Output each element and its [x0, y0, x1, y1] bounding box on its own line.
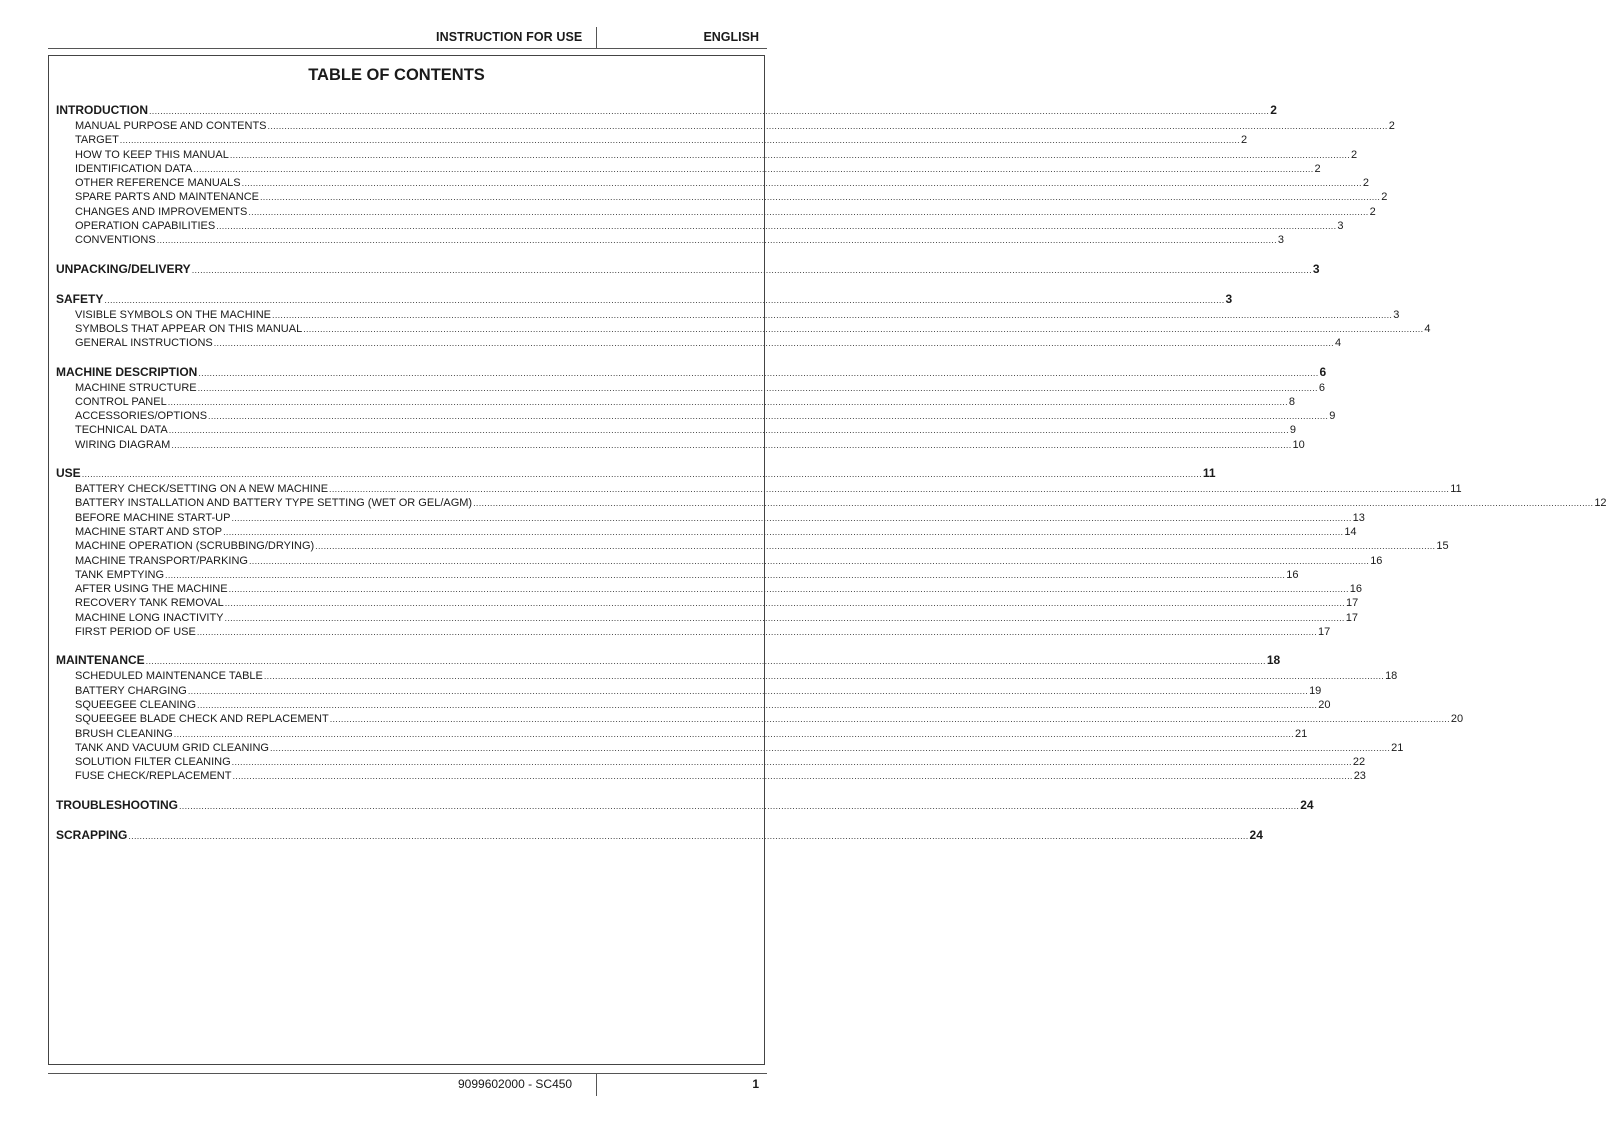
footer-page-number: 1: [752, 1077, 759, 1091]
toc-subentry-page: 4: [1334, 337, 1342, 350]
toc-subentry-label: AFTER USING THE MACHINE: [75, 583, 228, 596]
toc-subentry[interactable]: [56, 162, 1321, 176]
toc-subentry-label: SYMBOLS THAT APPEAR ON THIS MANUAL: [75, 322, 303, 335]
toc-section-entry-label: MACHINE DESCRIPTION: [56, 364, 198, 379]
toc-subentry-label: ACCESSORIES/OPTIONS: [75, 410, 208, 423]
toc-subentry[interactable]: [56, 423, 1297, 437]
toc-subentry-label: SPARE PARTS AND MAINTENANCE: [75, 191, 259, 204]
dot-leader: ................................................................................................................................................................................................................................................................................................................................................................................................................: [267, 121, 1388, 131]
toc-subentry-page: 2: [1351, 148, 1358, 161]
toc-section-entry-page: 24: [1249, 827, 1263, 842]
toc-section-entry-page: 2: [1270, 103, 1277, 117]
dot-leader: ................................................................................................................................................................................................................................................................................................................................................................................................................: [231, 757, 1352, 768]
toc-section: [56, 261, 1320, 278]
dot-leader: ................................................................................................................................................................................................................................................................................................................................................................................................................: [248, 555, 1370, 566]
toc-subentry-label: BATTERY CHARGING: [75, 684, 187, 697]
toc-section: [56, 364, 1336, 452]
dot-leader: ................................................................................................................................................................................................................................................................................................................................................................................................................: [179, 800, 1300, 811]
toc-subentry[interactable]: [56, 712, 1464, 726]
toc-subentry[interactable]: [56, 409, 1336, 423]
toc-section-entry-page: 11: [1202, 466, 1216, 481]
toc-subentry-label: MACHINE OPERATION (SCRUBBING/DRYING): [75, 540, 315, 553]
toc-section-entry-page: 6: [1319, 364, 1327, 379]
toc-subentry-page: 6: [1318, 381, 1325, 394]
toc-subentry-label: SOLUTION FILTER CLEANING: [75, 756, 231, 769]
toc-subentry-label: SQUEEGEE BLADE CHECK AND REPLACEMENT: [75, 713, 329, 726]
dot-leader: ................................................................................................................................................................................................................................................................................................................................................................................................................: [173, 728, 1294, 739]
dot-leader: ................................................................................................................................................................................................................................................................................................................................................................................................................: [248, 206, 1369, 217]
dot-leader: ................................................................................................................................................................................................................................................................................................................................................................................................................: [197, 699, 1318, 710]
toc-subentry-page: 21: [1295, 727, 1308, 740]
toc-section-entry[interactable]: [56, 466, 1216, 482]
toc-subentry-label: OPERATION CAPABILITIES: [75, 220, 216, 233]
dot-leader: ................................................................................................................................................................................................................................................................................................................................................................................................................: [329, 714, 1450, 725]
toc-subentry[interactable]: [56, 496, 1607, 510]
toc-subentry[interactable]: [56, 438, 1305, 452]
dot-leader: ................................................................................................................................................................................................................................................................................................................................................................................................................: [81, 469, 1202, 480]
toc-subentry[interactable]: [56, 582, 1363, 596]
toc-subentry-label: TARGET: [75, 134, 119, 147]
toc-subentry[interactable]: [56, 698, 1331, 712]
toc-subentry-label: OTHER REFERENCE MANUALS: [75, 177, 241, 190]
dot-leader: ................................................................................................................................................................................................................................................................................................................................................................................................................: [145, 656, 1266, 667]
toc-section: [56, 797, 1314, 814]
toc-subentry-page: 21: [1391, 741, 1404, 754]
footer-rule: [48, 1073, 767, 1074]
toc-subentry[interactable]: [56, 669, 1398, 683]
toc-subentry[interactable]: [56, 190, 1388, 204]
toc-subentry-label: MACHINE START AND STOP: [75, 525, 223, 538]
toc-section-entry-page: 3: [1225, 291, 1233, 306]
dot-leader: ................................................................................................................................................................................................................................................................................................................................................................................................................: [165, 569, 1286, 580]
toc-section: [56, 291, 1431, 351]
toc-subentry-page: 10: [1292, 438, 1305, 451]
dot-leader: ................................................................................................................................................................................................................................................................................................................................................................................................................: [241, 178, 1362, 189]
toc-subentry-label: MACHINE TRANSPORT/PARKING: [75, 554, 248, 567]
dot-leader: ................................................................................................................................................................................................................................................................................................................................................................................................................: [156, 235, 1277, 246]
dot-leader: ................................................................................................................................................................................................................................................................................................................................................................................................................: [329, 484, 1450, 495]
dot-leader: ................................................................................................................................................................................................................................................................................................................................................................................................................: [187, 685, 1309, 696]
dot-leader: ................................................................................................................................................................................................................................................................................................................................................................................................................: [231, 512, 1352, 523]
footer-divider: [596, 1074, 597, 1096]
toc-subentry-page: 19: [1309, 684, 1322, 697]
toc-subentry-label: VISIBLE SYMBOLS ON THE MACHINE: [75, 308, 272, 321]
toc-subentry-label: FUSE CHECK/REPLACEMENT: [75, 770, 232, 783]
toc-section-entry[interactable]: [56, 827, 1263, 844]
toc-section-entry-label: SAFETY: [56, 291, 104, 306]
dot-leader: ................................................................................................................................................................................................................................................................................................................................................................................................................: [193, 163, 1314, 174]
toc-subentry-page: 2: [1314, 162, 1321, 175]
toc-section: [56, 103, 1395, 248]
toc-section-entry-label: MAINTENANCE: [56, 653, 145, 668]
toc-subentry[interactable]: [56, 539, 1449, 553]
dot-leader: ................................................................................................................................................................................................................................................................................................................................................................................................................: [208, 411, 1329, 422]
toc-subentry-label: IDENTIFICATION DATA: [75, 162, 193, 175]
toc-subentry-page: 11: [1450, 483, 1462, 496]
dot-leader: ................................................................................................................................................................................................................................................................................................................................................................................................................: [224, 612, 1345, 623]
dot-leader: ................................................................................................................................................................................................................................................................................................................................................................................................................: [196, 627, 1318, 638]
toc-subentry-label: BEFORE MACHINE START-UP: [75, 511, 231, 524]
toc-subentry[interactable]: [56, 769, 1366, 783]
toc-subentry-page: 16: [1286, 568, 1299, 581]
toc-subentry[interactable]: [56, 625, 1331, 639]
toc-subentry-label: TECHNICAL DATA: [75, 424, 168, 437]
toc-subentry-label: BATTERY CHECK/SETTING ON A NEW MACHINE: [75, 483, 329, 496]
dot-leader: ................................................................................................................................................................................................................................................................................................................................................................................................................: [213, 338, 1334, 349]
dot-leader: ................................................................................................................................................................................................................................................................................................................................................................................................................: [259, 192, 1381, 203]
toc-subentry-label: FIRST PERIOD OF USE: [75, 626, 196, 639]
toc-subentry[interactable]: [56, 233, 1285, 247]
table-of-contents: [56, 103, 1607, 858]
toc-subentry[interactable]: [56, 684, 1322, 698]
toc-subentry-page: 17: [1345, 611, 1358, 624]
toc-subentry[interactable]: [56, 568, 1299, 582]
toc-section-entry-label: USE: [56, 466, 81, 481]
toc-subentry-page: 18: [1385, 670, 1398, 683]
toc-subentry[interactable]: [56, 381, 1325, 395]
toc-subentry-label: MACHINE STRUCTURE: [75, 381, 197, 394]
toc-subentry-page: 20: [1318, 698, 1331, 711]
toc-subentry[interactable]: [56, 511, 1365, 525]
toc-section-entry[interactable]: [56, 364, 1327, 381]
dot-leader: ................................................................................................................................................................................................................................................................................................................................................................................................................: [229, 149, 1351, 160]
header-doc-type: INSTRUCTION FOR USE: [436, 30, 583, 44]
toc-subentry-page: 23: [1353, 770, 1366, 783]
toc-subentry[interactable]: [56, 482, 1462, 496]
toc-subentry-page: 12: [1594, 497, 1607, 510]
toc-subentry-page: 13: [1352, 511, 1365, 524]
toc-subentry-label: BATTERY INSTALLATION AND BATTERY TYPE SETTING (WET OR GEL/AGM): [75, 497, 473, 510]
toc-section: [56, 466, 1607, 639]
dot-leader: ................................................................................................................................................................................................................................................................................................................................................................................................................: [104, 294, 1225, 305]
toc-subentry-label: RECOVERY TANK REMOVAL: [75, 597, 224, 610]
toc-section-entry-page: 3: [1312, 261, 1320, 276]
toc-subentry-label: MACHINE LONG INACTIVITY: [75, 611, 224, 624]
dot-leader: ................................................................................................................................................................................................................................................................................................................................................................................................................: [224, 598, 1345, 609]
toc-subentry-label: BRUSH CLEANING: [75, 727, 173, 740]
toc-subentry-label: CHANGES AND IMPROVEMENTS: [75, 205, 248, 218]
header-divider: [596, 27, 597, 49]
toc-section-entry[interactable]: [56, 653, 1281, 669]
toc-section-entry[interactable]: [56, 103, 1277, 119]
toc-subentry-label: CONVENTIONS: [75, 234, 156, 247]
toc-subentry-label: SQUEEGEE CLEANING: [75, 698, 197, 711]
dot-leader: ................................................................................................................................................................................................................................................................................................................................................................................................................: [263, 671, 1385, 682]
toc-subentry-page: 2: [1388, 120, 1395, 132]
dot-leader: ................................................................................................................................................................................................................................................................................................................................................................................................................: [269, 742, 1391, 753]
toc-subentry-page: 9: [1289, 424, 1297, 437]
toc-section: [56, 653, 1464, 783]
header-rule: [48, 48, 767, 49]
dot-leader: ................................................................................................................................................................................................................................................................................................................................................................................................................: [128, 830, 1249, 841]
toc-subentry[interactable]: [56, 176, 1369, 190]
toc-subentry[interactable]: [56, 322, 1431, 336]
dot-leader: ................................................................................................................................................................................................................................................................................................................................................................................................................: [228, 584, 1349, 595]
toc-subentry-page: 2: [1241, 134, 1248, 147]
toc-section-entry[interactable]: [56, 797, 1314, 814]
dot-leader: ................................................................................................................................................................................................................................................................................................................................................................................................................: [232, 771, 1353, 782]
dot-leader: ................................................................................................................................................................................................................................................................................................................................................................................................................: [272, 309, 1393, 320]
toc-subentry-label: WIRING DIAGRAM: [75, 438, 171, 451]
toc-subentry[interactable]: [56, 133, 1248, 147]
footer-doc-code: 9099602000 - SC450: [458, 1077, 573, 1091]
toc-section-entry-page: 24: [1300, 797, 1314, 812]
toc-subentry[interactable]: [56, 596, 1359, 610]
toc-section-entry-label: TROUBLESHOOTING: [56, 797, 178, 812]
dot-leader: ................................................................................................................................................................................................................................................................................................................................................................................................................: [198, 367, 1319, 378]
toc-subentry-page: 17: [1318, 626, 1331, 639]
toc-subentry-page: 2: [1362, 177, 1369, 190]
toc-subentry-label: TANK AND VACUUM GRID CLEANING: [75, 741, 269, 754]
toc-subentry[interactable]: [56, 336, 1342, 350]
toc-subentry-page: 20: [1450, 713, 1464, 726]
toc-subentry[interactable]: [56, 119, 1395, 133]
toc-subentry-page: 8: [1288, 395, 1296, 408]
dot-leader: ................................................................................................................................................................................................................................................................................................................................................................................................................: [191, 264, 1312, 275]
toc-subentry[interactable]: [56, 308, 1400, 322]
toc-subentry[interactable]: [56, 148, 1358, 162]
dot-leader: ................................................................................................................................................................................................................................................................................................................................................................................................................: [168, 425, 1289, 436]
toc-subentry-label: CONTROL PANEL: [75, 395, 167, 408]
toc-subentry-label: GENERAL INSTRUCTIONS: [75, 337, 213, 350]
toc-subentry-page: 3: [1337, 220, 1344, 233]
dot-leader: ................................................................................................................................................................................................................................................................................................................................................................................................................: [197, 382, 1318, 393]
dot-leader: ................................................................................................................................................................................................................................................................................................................................................................................................................: [167, 396, 1288, 407]
dot-leader: ................................................................................................................................................................................................................................................................................................................................................................................................................: [303, 323, 1424, 334]
toc-section-entry-label: INTRODUCTION: [56, 103, 148, 117]
dot-leader: ................................................................................................................................................................................................................................................................................................................................................................................................................: [473, 498, 1594, 509]
toc-section-entry-label: UNPACKING/DELIVERY: [56, 261, 191, 276]
toc-subentry[interactable]: [56, 525, 1357, 539]
toc-subentry[interactable]: [56, 554, 1383, 568]
toc-section-entry-page: 18: [1266, 653, 1281, 668]
toc-subentry-page: 4: [1424, 322, 1431, 335]
toc-subentry-page: 16: [1370, 554, 1383, 567]
dot-leader: ................................................................................................................................................................................................................................................................................................................................................................................................................: [149, 106, 1270, 116]
toc-subentry-label: MANUAL PURPOSE AND CONTENTS: [75, 120, 267, 132]
toc-subentry-page: 3: [1277, 234, 1285, 247]
toc-subentry-label: SCHEDULED MAINTENANCE TABLE: [75, 670, 263, 683]
dot-leader: ................................................................................................................................................................................................................................................................................................................................................................................................................: [171, 439, 1292, 450]
toc-subentry[interactable]: [56, 205, 1376, 219]
toc-subentry-page: 15: [1436, 540, 1449, 553]
header-language: ENGLISH: [703, 30, 759, 44]
toc-subentry-page: 14: [1344, 525, 1357, 538]
toc-subentry-label: TANK EMPTYING: [75, 568, 165, 581]
toc-subentry-page: 17: [1345, 597, 1359, 610]
toc-subentry-label: HOW TO KEEP THIS MANUAL: [75, 148, 229, 161]
dot-leader: ................................................................................................................................................................................................................................................................................................................................................................................................................: [315, 541, 1436, 552]
toc-subentry[interactable]: [56, 611, 1358, 625]
toc-subentry[interactable]: [56, 741, 1404, 755]
toc-subentry-page: 16: [1349, 583, 1363, 596]
toc-subentry-page: 3: [1393, 308, 1400, 321]
toc-section-entry[interactable]: [56, 291, 1233, 308]
toc-subentry[interactable]: [56, 395, 1296, 409]
toc-section-entry[interactable]: [56, 261, 1320, 278]
page-title: TABLE OF CONTENTS: [308, 66, 485, 84]
toc-subentry[interactable]: [56, 727, 1308, 741]
dot-leader: ................................................................................................................................................................................................................................................................................................................................................................................................................: [119, 135, 1240, 146]
dot-leader: ................................................................................................................................................................................................................................................................................................................................................................................................................: [223, 526, 1344, 537]
toc-section: [56, 827, 1263, 844]
dot-leader: ................................................................................................................................................................................................................................................................................................................................................................................................................: [216, 221, 1337, 232]
toc-subentry-page: 2: [1369, 205, 1376, 218]
toc-subentry[interactable]: [56, 755, 1366, 769]
toc-subentry-page: 2: [1381, 191, 1388, 204]
toc-subentry-page: 22: [1352, 756, 1366, 769]
toc-subentry[interactable]: [56, 219, 1344, 233]
toc-subentry-page: 9: [1329, 410, 1336, 423]
toc-section-entry-label: SCRAPPING: [56, 827, 128, 842]
